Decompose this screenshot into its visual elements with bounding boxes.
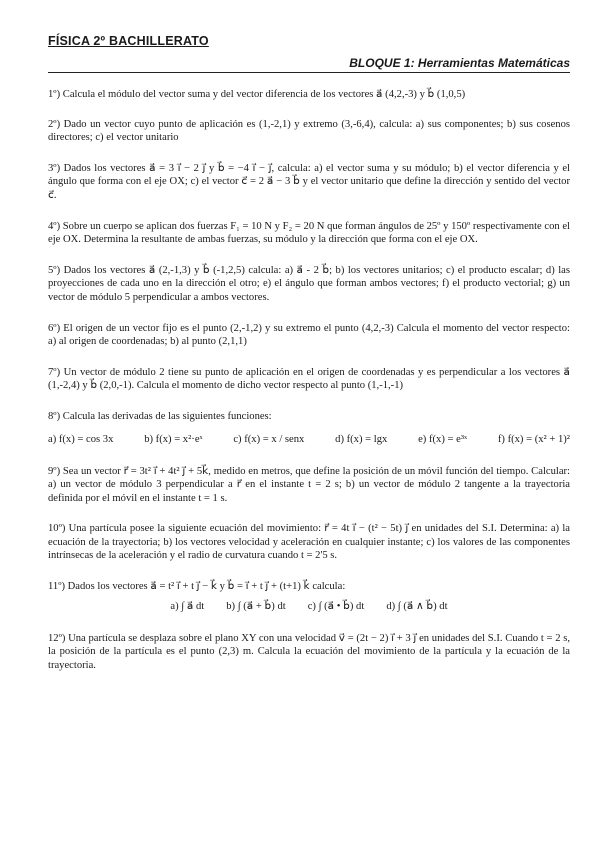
exercise-10: 10º) Una partícula posee la siguiente ecuación del movimiento: r⃗ = 4t i⃗ − (t² − 5t) j⃗ en unidades del S.I. Determina: a) la ecuación de la trayectoria; b) los vectores velocidad y aceleración en cualquier instante; c) los valores de las componentes intrínsecas de la aceleración y el radio de curvatura cuando t = 2'5 s. bbox=[48, 523, 570, 562]
header-divider bbox=[48, 72, 570, 73]
exercise-1: 1º) Calcula el módulo del vector suma y del vector diferencia de los vectores a⃗ (4,2,-3) y b⃗ (1,0,5) bbox=[48, 89, 466, 100]
block-title: BLOQUE 1: Herramientas Matemáticas bbox=[349, 56, 570, 70]
integral-list bbox=[48, 600, 570, 612]
derivative-functions bbox=[48, 434, 570, 445]
exercise-4: 4º) Sobre un cuerpo se aplican dos fuerzas F₁ = 10 N y F₂ = 20 N que forman ángulos de 25º y 150º respectivamente con el eje OX. Determina la resultante de ambas fuerzas, su módulo y la dirección que forma con el eje OX. bbox=[48, 220, 570, 246]
exercise-8 bbox=[48, 410, 570, 445]
exercise-9: 9º) Sea un vector r⃗ = 3t² i⃗ + 4t² j⃗ + 5k⃗, medido en metros, que define la posición de un móvil función del tiempo. Calcular: a) un vector de módulo 3 perpendicular a r⃗ en el instante t = 2 s; b) un vector de módulo 2 tangente a la trayectoria definida por el móvil en el instante t = 1 s. bbox=[48, 465, 570, 504]
exercise-list bbox=[48, 84, 570, 672]
exercise-3: 3º) Dados los vectores a⃗ = 3 i⃗ − 2 j⃗ y b⃗ = −4 i⃗ − j⃗, calcula: a) el vector suma y su módulo; b) el vector diferencia y el ángulo que forma con el eje OX; c) el vector c⃗ = 2 a⃗ − 3 b⃗ y el vector unitario que define la dirección y sentido del vector c⃗. bbox=[48, 162, 570, 201]
function-f: f) f(x) = (x² + 1)² bbox=[497, 433, 570, 445]
integral-d: d) ∫ (a⃗ ∧ b⃗) dt bbox=[386, 600, 448, 612]
exercise-2: 2º) Dado un vector cuyo punto de aplicación es (1,-2,1) y extremo (3,-6,4), calcula: a) sus componentes; b) sus cosenos directores; c) el vector unitario bbox=[48, 118, 570, 144]
function-c: c) f(x) = x / senx bbox=[233, 433, 305, 445]
exercise-11-statement: 11º) Dados los vectores a⃗ = t² i⃗ + t j⃗ − k⃗ y b⃗ = i⃗ + t j⃗ + (t+1) k⃗ calcula: bbox=[48, 581, 346, 593]
integral-c: c) ∫ (a⃗ • b⃗) dt bbox=[307, 600, 365, 612]
function-a: a) f(x) = cos 3x bbox=[48, 433, 114, 445]
function-d: d) f(x) = lgx bbox=[335, 433, 388, 445]
function-b: b) f(x) = x²·eˣ bbox=[144, 433, 203, 445]
exercise-12: 12º) Una partícula se desplaza sobre el plano XY con una velocidad v⃗ = (2t − 2) i⃗ + 3 j⃗ en unidades del S.I. Cuando t = 2 s, la posición de la partícula es el punto (2,3) m. Calcula la ecuación del movimiento de la partícula y la ecuación de la trayectoria. bbox=[48, 632, 570, 671]
exercise-5: 5º) Dados los vectores a⃗ (2,-1,3) y b⃗ (-1,2,5) calcula: a) a⃗ - 2 b⃗; b) los vectores unitarios; c) el producto escalar; d) las proyecciones de cada uno en la dirección el otro; e) el ángulo que forman ambos vectores; f) el producto vectorial; g) un vector de módulo 5 perpendicular a ambos vectores. bbox=[48, 264, 570, 303]
integral-a: a) ∫ a⃗ dt bbox=[170, 600, 205, 612]
course-title: FÍSICA 2º BACHILLERATO bbox=[48, 34, 209, 48]
exercise-11 bbox=[48, 580, 570, 612]
integral-b: b) ∫ (a⃗ + b⃗) dt bbox=[226, 600, 286, 612]
exercise-7: 7º) Un vector de módulo 2 tiene su punto de aplicación en el origen de coordenadas y es perpendicular a los vectores a⃗ (1,-2,4) y b⃗ (2,0,-1). Calcula el momento de dicho vector respecto al punto (1,-1,-1) bbox=[48, 366, 570, 392]
exercise-6: 6º) El origen de un vector fijo es el punto (2,-1,2) y su extremo el punto (4,2,-3) Calcula el momento del vector respecto: a) al origen de coordenadas; b) al punto (2,1,1) bbox=[48, 322, 570, 348]
exercise-8-statement: 8º) Calcula las derivadas de las siguientes funciones: bbox=[48, 410, 272, 422]
function-e: e) f(x) = e³ˣ bbox=[418, 433, 468, 445]
